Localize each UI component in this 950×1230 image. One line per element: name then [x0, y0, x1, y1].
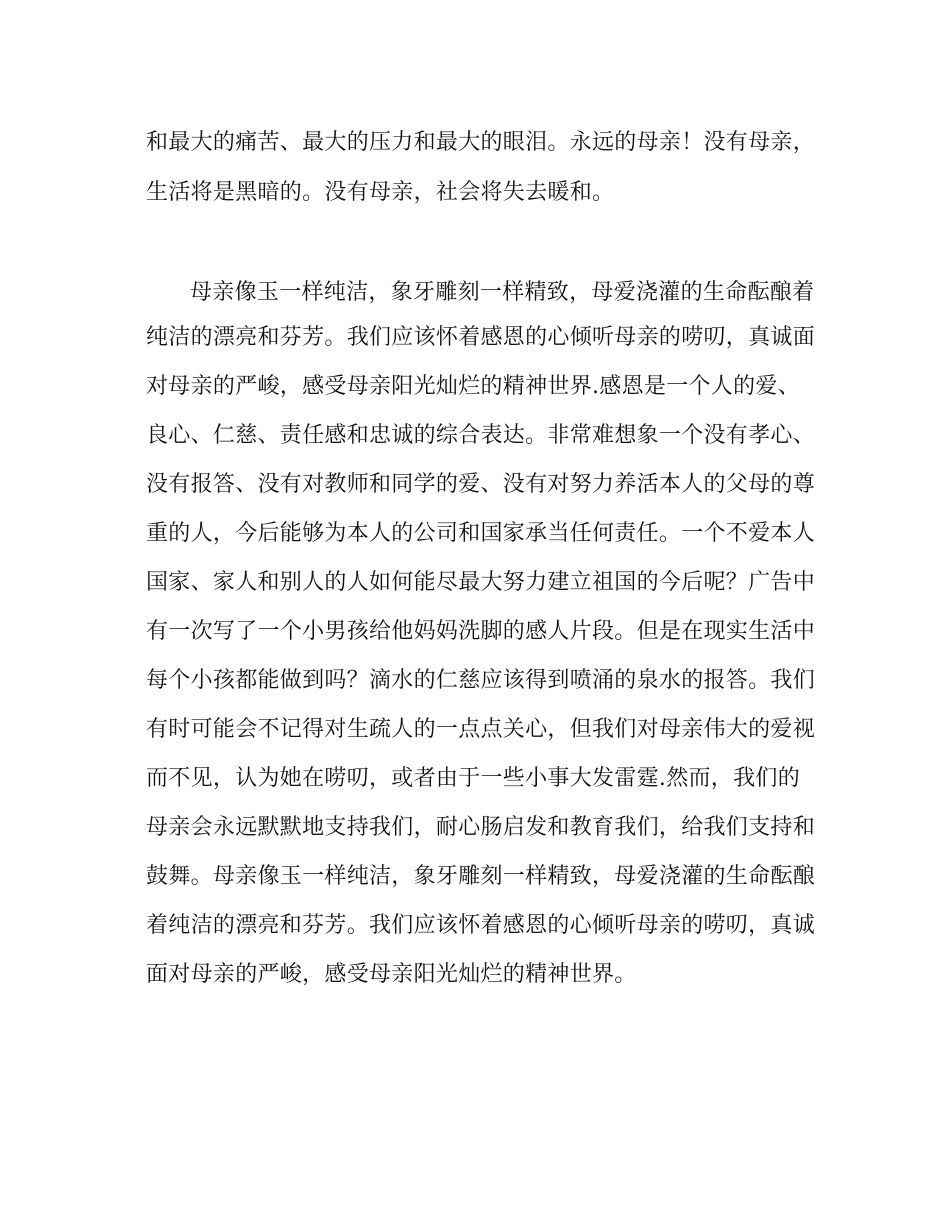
text-line: 母亲像玉一样纯洁，象牙雕刻一样精致，母爱浇灌的生命酝酿着 — [190, 280, 815, 305]
text-line: 和最大的痛苦、最大的压力和最大的眼泪。永远的母亲！没有母亲， — [146, 130, 816, 155]
text-line: 母亲会永远默默地支持我们，耐心肠启发和教育我们，给我们支持和 — [146, 815, 816, 840]
text-line: 而不见，认为她在唠叨，或者由于一些小事大发雷霆.然而，我们的 — [146, 766, 800, 791]
text-line: 重的人，今后能够为本人的公司和国家承当任何责任。一个不爱本人 — [146, 521, 816, 546]
text-line: 纯洁的漂亮和芬芳。我们应该怀着感恩的心倾听母亲的唠叨，真诚面 — [146, 325, 816, 350]
text-line: 鼓舞。母亲像玉一样纯洁，象牙雕刻一样精致，母爱浇灌的生命酝酿 — [146, 864, 816, 889]
text-line: 国家、家人和别人的人如何能尽最大努力建立祖国的今后呢？广告中 — [146, 570, 816, 595]
text-line: 生活将是黑暗的。没有母亲，社会将失去暖和。 — [146, 180, 615, 205]
text-line: 着纯洁的漂亮和芬芳。我们应该怀着感恩的心倾听母亲的唠叨，真诚 — [146, 913, 816, 938]
text-line: 良心、仁慈、责任感和忠诚的综合表达。非常难想象一个没有孝心、 — [146, 423, 816, 448]
text-line: 有时可能会不记得对生疏人的一点点关心，但我们对母亲伟大的爱视 — [146, 717, 816, 742]
text-line: 对母亲的严峻，感受母亲阳光灿烂的精神世界.感恩是一个人的爱、 — [146, 374, 800, 399]
text-line: 每个小孩都能做到吗？滴水的仁慈应该得到喷涌的泉水的报答。我们 — [146, 668, 816, 693]
text-line: 有一次写了一个小男孩给他妈妈洗脚的感人片段。但是在现实生活中 — [146, 619, 816, 644]
text-line: 面对母亲的严峻，感受母亲阳光灿烂的精神世界。 — [146, 962, 637, 987]
text-line: 没有报答、没有对教师和同学的爱、没有对努力养活本人的父母的尊 — [146, 472, 816, 497]
